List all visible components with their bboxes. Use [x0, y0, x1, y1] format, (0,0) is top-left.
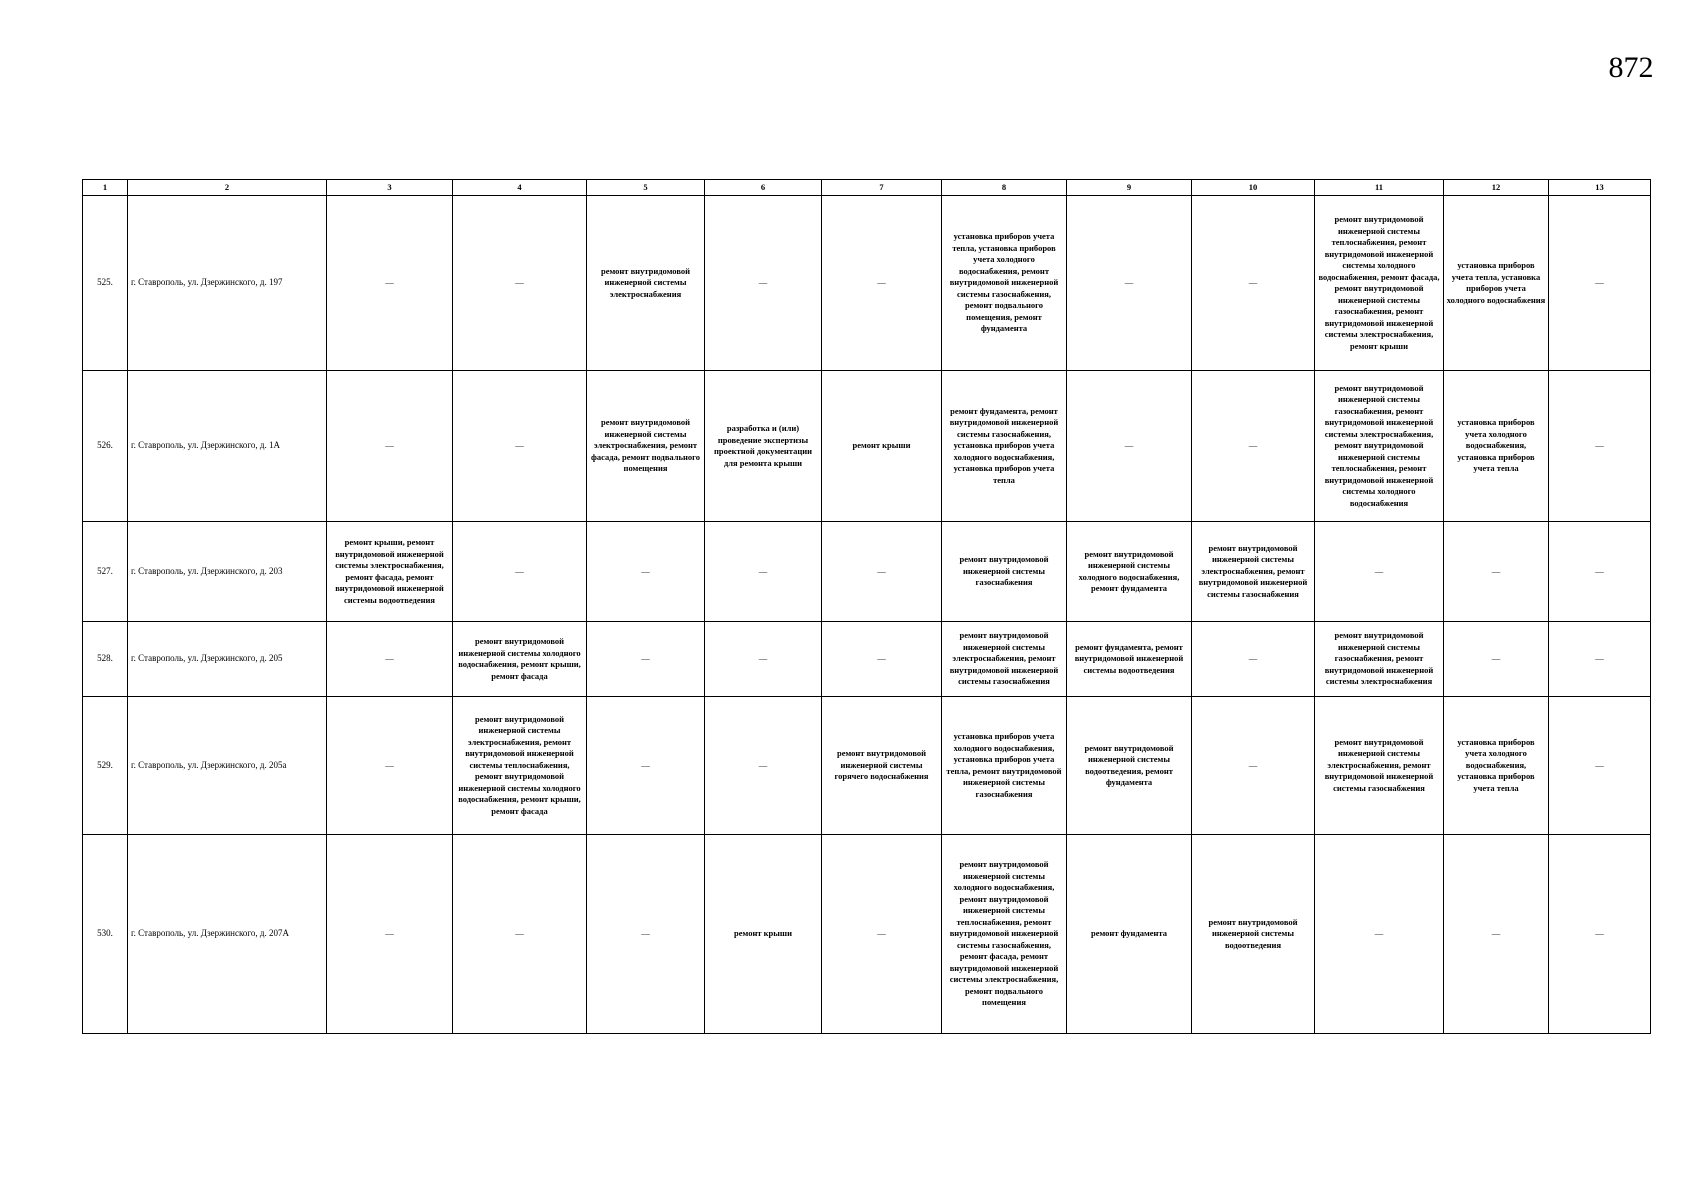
empty-dash-cell: —: [327, 835, 453, 1034]
column-header: 11: [1315, 180, 1444, 196]
column-header: 9: [1067, 180, 1192, 196]
empty-dash-cell: —: [1067, 196, 1192, 371]
work-description-cell: ремонт внутридомовой инженерной системы газоснабжения, ремонт внутридомовой инженерной системы электроснабжения: [1315, 622, 1444, 697]
empty-dash-cell: —: [1192, 371, 1315, 522]
empty-dash-cell: —: [1549, 196, 1651, 371]
empty-dash-cell: —: [587, 697, 705, 835]
empty-dash-cell: —: [587, 835, 705, 1034]
work-description-cell: установка приборов учета тепла, установка приборов учета холодного водоснабжения, ремонт внутридомовой инженерной системы газоснабжения, ремонт подвального помещения, ремонт фундамента: [942, 196, 1067, 371]
empty-dash-cell: —: [705, 697, 822, 835]
address-cell: г. Ставрополь, ул. Дзержинского, д. 205: [128, 622, 327, 697]
column-header: 6: [705, 180, 822, 196]
column-header: 7: [822, 180, 942, 196]
table-row: [83, 371, 1651, 522]
empty-dash-cell: —: [1549, 371, 1651, 522]
column-header: 3: [327, 180, 453, 196]
address-cell: г. Ставрополь, ул. Дзержинского, д. 1А: [128, 371, 327, 522]
row-number: 527.: [83, 522, 128, 622]
empty-dash-cell: —: [453, 196, 587, 371]
empty-dash-cell: —: [1549, 522, 1651, 622]
table-row: [83, 697, 1651, 835]
empty-dash-cell: —: [587, 622, 705, 697]
work-description-cell: ремонт внутридомовой инженерной системы холодного водоснабжения, ремонт крыши, ремонт фасада: [453, 622, 587, 697]
address-cell: г. Ставрополь, ул. Дзержинского, д. 197: [128, 196, 327, 371]
table-row: [83, 835, 1651, 1034]
empty-dash-cell: —: [822, 196, 942, 371]
table-row: [83, 622, 1651, 697]
empty-dash-cell: —: [327, 622, 453, 697]
row-number: 525.: [83, 196, 128, 371]
address-cell: г. Ставрополь, ул. Дзержинского, д. 203: [128, 522, 327, 622]
work-description-cell: ремонт внутридомовой инженерной системы горячего водоснабжения: [822, 697, 942, 835]
work-description-cell: установка приборов учета тепла, установка приборов учета холодного водоснабжения: [1444, 196, 1549, 371]
work-description-cell: ремонт фундамента: [1067, 835, 1192, 1034]
empty-dash-cell: —: [587, 522, 705, 622]
work-description-cell: ремонт внутридомовой инженерной системы электроснабжения, ремонт внутридомовой инженерной системы газоснабжения: [1315, 697, 1444, 835]
work-description-cell: разработка и (или) проведение экспертизы проектной документации для ремонта крыши: [705, 371, 822, 522]
work-description-cell: ремонт внутридомовой инженерной системы электроснабжения, ремонт внутридомовой инженерной системы газоснабжения: [1192, 522, 1315, 622]
empty-dash-cell: —: [453, 835, 587, 1034]
empty-dash-cell: —: [1444, 622, 1549, 697]
work-description-cell: ремонт внутридомовой инженерной системы электроснабжения, ремонт фасада, ремонт подвального помещения: [587, 371, 705, 522]
empty-dash-cell: —: [1549, 835, 1651, 1034]
column-header: 4: [453, 180, 587, 196]
empty-dash-cell: —: [1549, 622, 1651, 697]
column-header: 10: [1192, 180, 1315, 196]
column-header: 5: [587, 180, 705, 196]
work-description-cell: ремонт внутридомовой инженерной системы холодного водоснабжения, ремонт внутридомовой инженерной системы теплоснабжения, ремонт внутридомовой инженерной системы газоснабжения, ремонт фасада, ремонт внутридомовой инженерной системы электроснабжения, ремонт подвального помещения: [942, 835, 1067, 1034]
work-description-cell: ремонт внутридомовой инженерной системы газоснабжения, ремонт внутридомовой инженерной системы электроснабжения, ремонт внутридомовой инженерной системы теплоснабжения, ремонт внутридомовой инженерной системы холодного водоснабжения: [1315, 371, 1444, 522]
work-description-cell: ремонт внутридомовой инженерной системы электроснабжения, ремонт внутридомовой инженерной системы теплоснабжения, ремонт внутридомовой инженерной системы холодного водоснабжения, ремонт крыши, ремонт фасада: [453, 697, 587, 835]
work-description-cell: ремонт фундамента, ремонт внутридомовой инженерной системы водоотведения: [1067, 622, 1192, 697]
work-description-cell: ремонт крыши, ремонт внутридомовой инженерной системы электроснабжения, ремонт фасада, ремонт внутридомовой инженерной системы водоотведения: [327, 522, 453, 622]
empty-dash-cell: —: [705, 196, 822, 371]
column-header: 12: [1444, 180, 1549, 196]
empty-dash-cell: —: [1192, 697, 1315, 835]
empty-dash-cell: —: [327, 371, 453, 522]
empty-dash-cell: —: [327, 196, 453, 371]
empty-dash-cell: —: [822, 622, 942, 697]
work-description-cell: ремонт внутридомовой инженерной системы электроснабжения: [587, 196, 705, 371]
work-description-cell: ремонт фундамента, ремонт внутридомовой инженерной системы газоснабжения, установка приборов учета холодного водоснабжения, установка приборов учета тепла: [942, 371, 1067, 522]
empty-dash-cell: —: [705, 522, 822, 622]
table-row: [83, 196, 1651, 371]
empty-dash-cell: —: [822, 835, 942, 1034]
row-number: 526.: [83, 371, 128, 522]
empty-dash-cell: —: [1192, 622, 1315, 697]
column-header: 1: [83, 180, 128, 196]
row-number: 530.: [83, 835, 128, 1034]
empty-dash-cell: —: [453, 371, 587, 522]
empty-dash-cell: —: [1315, 835, 1444, 1034]
repair-schedule-table: [82, 179, 1651, 1034]
empty-dash-cell: —: [1549, 697, 1651, 835]
empty-dash-cell: —: [1067, 371, 1192, 522]
column-number-header-row: [83, 180, 1651, 196]
work-description-cell: ремонт внутридомовой инженерной системы электроснабжения, ремонт внутридомовой инженерной системы газоснабжения: [942, 622, 1067, 697]
empty-dash-cell: —: [453, 522, 587, 622]
work-description-cell: ремонт внутридомовой инженерной системы водоотведения, ремонт фундамента: [1067, 697, 1192, 835]
page-number: 872: [1608, 51, 1654, 84]
empty-dash-cell: —: [1315, 522, 1444, 622]
empty-dash-cell: —: [1444, 835, 1549, 1034]
work-description-cell: установка приборов учета холодного водоснабжения, установка приборов учета тепла: [1444, 371, 1549, 522]
empty-dash-cell: —: [1444, 522, 1549, 622]
empty-dash-cell: —: [1192, 196, 1315, 371]
row-number: 528.: [83, 622, 128, 697]
row-number: 529.: [83, 697, 128, 835]
work-description-cell: ремонт внутридомовой инженерной системы теплоснабжения, ремонт внутридомовой инженерной системы холодного водоснабжения, ремонт фасада, ремонт внутридомовой инженерной системы газоснабжения, ремонт внутридомовой инженерной системы электроснабжения, ремонт крыши: [1315, 196, 1444, 371]
empty-dash-cell: —: [822, 522, 942, 622]
work-description-cell: ремонт крыши: [705, 835, 822, 1034]
work-description-cell: установка приборов учета холодного водоснабжения, установка приборов учета тепла, ремонт внутридомовой инженерной системы газоснабжения: [942, 697, 1067, 835]
address-cell: г. Ставрополь, ул. Дзержинского, д. 205а: [128, 697, 327, 835]
work-description-cell: ремонт внутридомовой инженерной системы холодного водоснабжения, ремонт фундамента: [1067, 522, 1192, 622]
work-description-cell: ремонт крыши: [822, 371, 942, 522]
column-header: 2: [128, 180, 327, 196]
address-cell: г. Ставрополь, ул. Дзержинского, д. 207А: [128, 835, 327, 1034]
work-description-cell: ремонт внутридомовой инженерной системы водоотведения: [1192, 835, 1315, 1034]
work-description-cell: установка приборов учета холодного водоснабжения, установка приборов учета тепла: [1444, 697, 1549, 835]
column-header: 8: [942, 180, 1067, 196]
empty-dash-cell: —: [705, 622, 822, 697]
table-row: [83, 522, 1651, 622]
column-header: 13: [1549, 180, 1651, 196]
work-description-cell: ремонт внутридомовой инженерной системы газоснабжения: [942, 522, 1067, 622]
empty-dash-cell: —: [327, 697, 453, 835]
